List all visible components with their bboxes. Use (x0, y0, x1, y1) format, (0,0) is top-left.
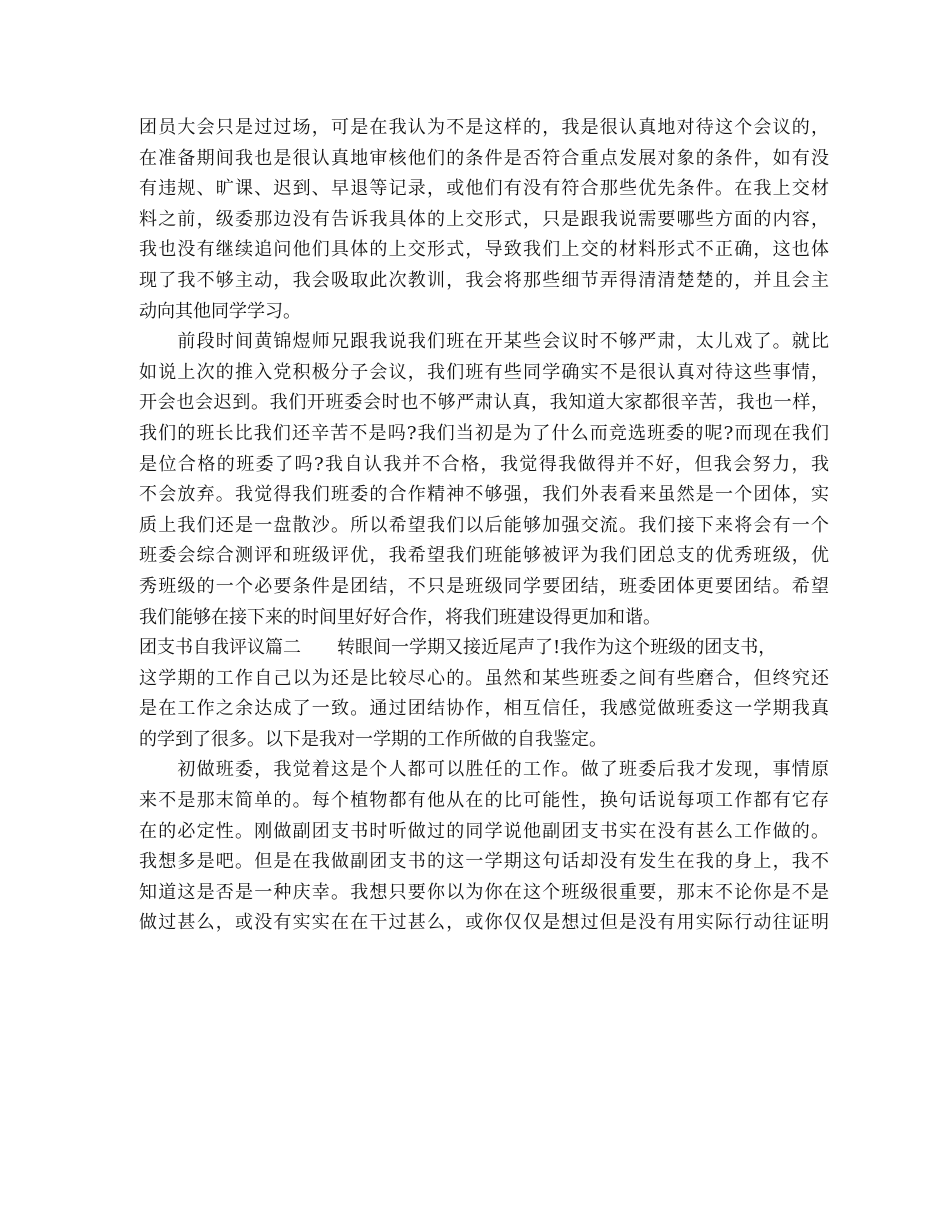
text-line: 这学期的工作自己以为还是比较尽心的。虽然和某些班委之间有些磨合，但终究还 (139, 667, 829, 689)
text-line: 在准备期间我也是很认真地审核他们的条件是否符合重点发展对象的条件，如有没 (139, 147, 829, 169)
text-line: 动向其他同学学习。 (139, 300, 301, 322)
text-line: 不会放弃。我觉得我们班委的合作精神不够强，我们外表看来虽然是一个团体，实 (139, 484, 829, 506)
paragraph-1 (139, 113, 829, 327)
document-body (139, 113, 829, 939)
text-line: 在的必定性。刚做副团支书时听做过的同学说他副团支书实在没有甚么工作做的。 (139, 820, 829, 842)
text-line: 开会也会迟到。我们开班委会时也不够严肃认真，我知道大家都很辛苦，我也一样， (139, 392, 829, 414)
text-line: 我想多是吧。但是在我做副团支书的这一学期这句话却没有发生在我的身上，我不 (139, 851, 829, 873)
text-line (139, 633, 829, 664)
text-line: 我也没有继续追问他们具体的上交形式，导致我们上交的材料形式不正确，这也体 (139, 239, 829, 261)
text-line: 前段时间黄锦煜师兄跟我说我们班在开某些会议时不够严肃，太儿戏了。就比 (139, 331, 829, 353)
paragraph-3 (139, 633, 829, 755)
text-line: 初做班委，我觉着这是个人都可以胜任的工作。做了班委后我才发现，事情原 (139, 759, 829, 781)
text-line: 料之前，级委那边没有告诉我具体的上交形式，只是跟我说需要哪些方面的内容， (139, 208, 829, 230)
text-line: 我们能够在接下来的时间里好好合作，将我们班建设得更加和谐。 (139, 606, 661, 628)
text-line: 知道这是否是一种庆幸。我想只要你以为你在这个班级很重要，那末不论你是不是 (139, 881, 829, 903)
text-segment: 转眼间一学期又接近尾声了!我作为这个班级的团支书， (337, 637, 777, 659)
text-line: 来不是那末简单的。每个植物都有他从在的比可能性，换句话说每项工作都有它存 (139, 790, 829, 812)
text-line: 是在工作之余达成了一致。通过团结协作，相互信任，我感觉做班委这一学期我真 (139, 698, 829, 720)
section-heading: 团支书自我评议篇二 (139, 637, 301, 659)
text-line: 是位合格的班委了吗?我自认我并不合格，我觉得我做得并不好，但我会努力，我 (139, 453, 829, 475)
text-line: 团员大会只是过过场，可是在我认为不是这样的，我是很认真地对待这个会议的， (139, 117, 829, 138)
text-line: 现了我不够主动，我会吸取此次教训，我会将那些细节弄得清清楚楚的，并且会主 (139, 269, 829, 291)
text-line: 的学到了很多。以下是我对一学期的工作所做的自我鉴定。 (139, 728, 607, 750)
text-line: 做过甚么，或没有实实在在干过甚么，或你仅仅是想过但是没有用实际行动往证明 (139, 912, 829, 934)
text-line: 有违规、旷课、迟到、早退等记录，或他们有没有符合那些优先条件。在我上交材 (139, 178, 829, 200)
paragraph-4 (139, 755, 829, 939)
text-line: 我们的班长比我们还辛苦不是吗?我们当初是为了什么而竞选班委的呢?而现在我们 (139, 422, 829, 444)
text-line: 班委会综合测评和班级评优，我希望我们班能够被评为我们团总支的优秀班级，优 (139, 545, 829, 567)
text-line: 秀班级的一个必要条件是团结，不只是班级同学要团结，班委团体更要团结。希望 (139, 575, 829, 597)
text-line: 如说上次的推入党积极分子会议，我们班有些同学确实不是很认真对待这些事情， (139, 361, 829, 383)
text-line: 质上我们还是一盘散沙。所以希望我们以后能够加强交流。我们接下来将会有一个 (139, 514, 829, 536)
paragraph-2 (139, 327, 829, 633)
